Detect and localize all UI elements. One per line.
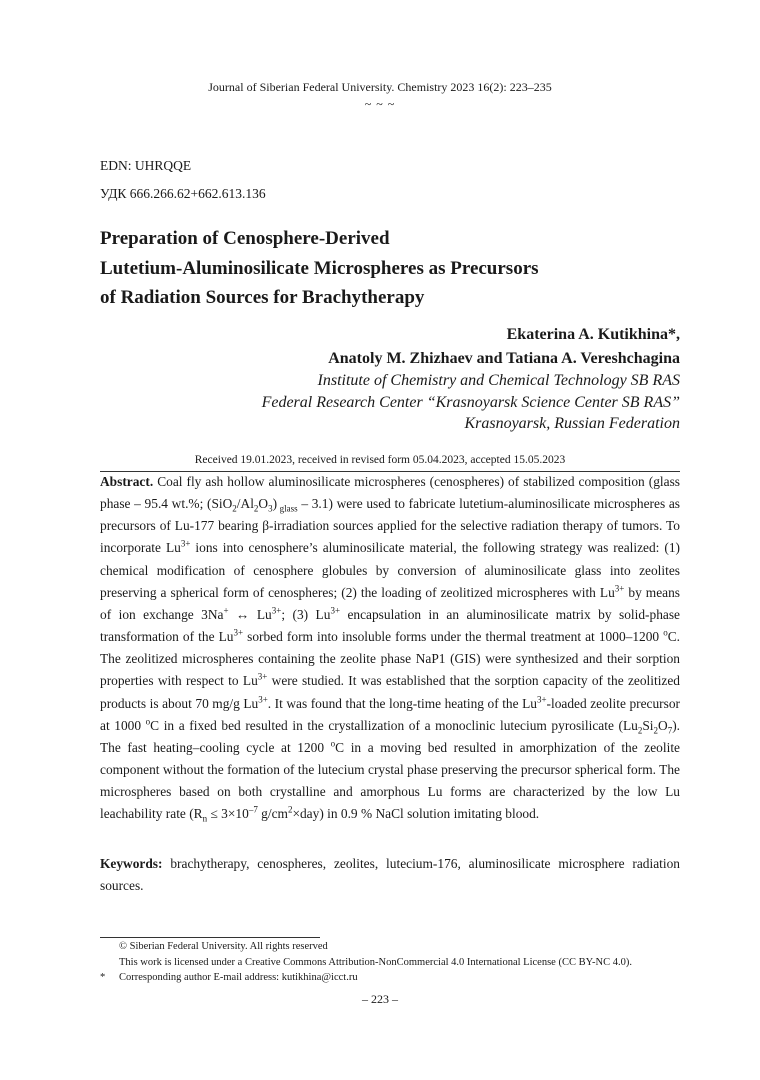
copyright-note: © Siberian Federal University. All rights reserved <box>119 941 328 952</box>
page-number: – 223 – <box>362 992 398 1006</box>
subscript: 2 <box>653 725 659 736</box>
received-dates: Received 19.01.2023, received in revised form 05.04.2023, accepted 15.05.2023 <box>194 454 566 466</box>
abstract-text: encapsulation in an aluminosilicate matrix by solid-phase transformation of the Lu <box>100 606 680 645</box>
superscript: + <box>223 605 229 616</box>
abstract-label: Abstract. <box>100 474 154 489</box>
abstract-text: Si <box>642 717 654 733</box>
abstract <box>100 471 680 826</box>
authors-line-1: Ekaterina A. Kutikhina*, <box>506 326 680 343</box>
abstract-text: – 3.1) were used to fabricate lutetium-aluminosilicate microspheres as precursors of Lu-177 bearing β-irradiation sources applied for the selective radiation therapy of tumors. To incorporate Lu <box>100 496 681 556</box>
superscript: –7 <box>248 804 258 815</box>
title-line-2: Lutetium-Aluminosilicate Microspheres as Precursors <box>100 257 539 279</box>
abstract-text: C in a moving bed resulted in amorphization of the zeolite component without the formation of the lutecium crystal phase preserving the precursor spherical form. The microspheres based on both crystalline and amorphous Lu forms are characterized by the low Lu leachability rate (R <box>100 739 680 822</box>
superscript: 3+ <box>258 694 268 705</box>
edn-code: EDN: UHRQQE <box>100 158 192 173</box>
affiliation-line-2: Federal Research Center “Krasnoyarsk Science Center SB RAS” <box>261 393 680 411</box>
keywords-text: brachytherapy, cenospheres, zeolites, lutecium-176, aluminosilicate microsphere radiation sources. <box>100 856 680 893</box>
abstract-text: ). The fast heating–cooling cycle at 1200 <box>100 717 680 755</box>
authors-line-2: Anatoly M. Zhizhaev and Tatiana A. Vereshchagina <box>328 350 680 367</box>
abstract-text: ions into cenosphere’s aluminosilicate material, the following strategy was realized: (1) chemical modification of cenosphere globules by conversion of aluminosilicate glass into zeolites preserving a spherical form of cenospheres; (2) the loading of zeolitized microspheres with Lu <box>100 540 680 600</box>
abstract-text: C. The zeolitized microspheres containing the zeolite phase NaP1 (GIS) were synthesized and their sorption properties with respect to Lu <box>100 629 680 689</box>
superscript: 3+ <box>233 627 244 638</box>
superscript: 3+ <box>257 671 268 682</box>
abstract-text: sorbed form into insoluble forms under the thermal treatment at 1000–1200 <box>243 629 664 645</box>
abstract-text: ↔ Lu <box>228 606 272 622</box>
subscript: 2 <box>637 725 643 736</box>
subscript: 2 <box>232 503 237 514</box>
abstract-text: /Al <box>236 496 254 512</box>
paper-title <box>100 224 680 313</box>
abstract-text: O <box>258 496 269 512</box>
abstract-text: ×day) in 0.9 % NaCl solution imitating blood. <box>292 806 540 822</box>
superscript: o <box>663 627 668 638</box>
abstract-text: ≤ 3×10 <box>207 806 249 822</box>
corresponding-author-note: Corresponding author E-mail address: kutikhina@icct.ru <box>119 972 358 983</box>
affiliation-line-1: Institute of Chemistry and Chemical Technology SB RAS <box>317 372 680 389</box>
superscript: 3+ <box>180 539 191 549</box>
subscript: 3 <box>268 503 273 514</box>
subscript: 7 <box>667 725 673 736</box>
abstract-text: O <box>658 717 668 733</box>
subscript: 2 <box>253 503 259 514</box>
superscript: o <box>145 716 151 727</box>
abstract-text: g/cm <box>257 806 288 822</box>
abstract-text: -loaded zeolite precursor at 1000 <box>100 695 680 733</box>
superscript: 3+ <box>271 605 282 616</box>
affiliation-line-3: Krasnoyarsk, Russian Federation <box>464 415 680 432</box>
superscript: 3+ <box>330 605 341 616</box>
subscript: n <box>202 814 208 825</box>
header-ornament: ~ ~ ~ <box>364 97 396 111</box>
author-list <box>328 323 680 371</box>
affiliation <box>262 370 680 435</box>
superscript: 3+ <box>536 694 547 705</box>
footnote-rule <box>100 937 320 938</box>
superscript: o <box>330 738 336 749</box>
corresponding-mark: * <box>100 972 106 983</box>
abstract-text: were studied. It was established that the sorption capacity of the zeolitized products is about 70 mg/g Lu <box>100 673 680 711</box>
journal-header: Journal of Siberian Federal University. Chemistry 2023 16(2): 223–235 <box>208 80 552 94</box>
abstract-text: by means of ion exchange 3Na <box>100 584 680 622</box>
keywords <box>100 853 680 897</box>
title-line-3: of Radiation Sources for Brachytherapy <box>100 287 425 308</box>
udk-code: УДК 666.266.62+662.613.136 <box>100 186 266 201</box>
abstract-text: C in a fixed bed resulted in the crystallization of a monoclinic lutecium pyrosilicate (Lu <box>150 717 638 733</box>
superscript: 2 <box>287 804 293 815</box>
abstract-text: ) <box>272 496 278 512</box>
license-note: This work is licensed under a Creative Commons Attribution-NonCommercial 4.0 International License (CC BY-NC 4.0). <box>119 957 632 968</box>
abstract-text: Coal fly ash hollow aluminosilicate microspheres (cenospheres) of stabilized composition (glass phase – 95.4 wt.%; (SiO <box>100 474 680 512</box>
title-line-1: Preparation of Cenosphere-Derived <box>100 228 390 249</box>
keywords-label: Keywords: <box>100 856 163 871</box>
subscript: glass <box>277 503 298 514</box>
abstract-text: ; (3) Lu <box>281 606 331 622</box>
abstract-text: . It was found that the long-time heating of the Lu <box>267 695 537 711</box>
superscript: 3+ <box>614 583 625 594</box>
